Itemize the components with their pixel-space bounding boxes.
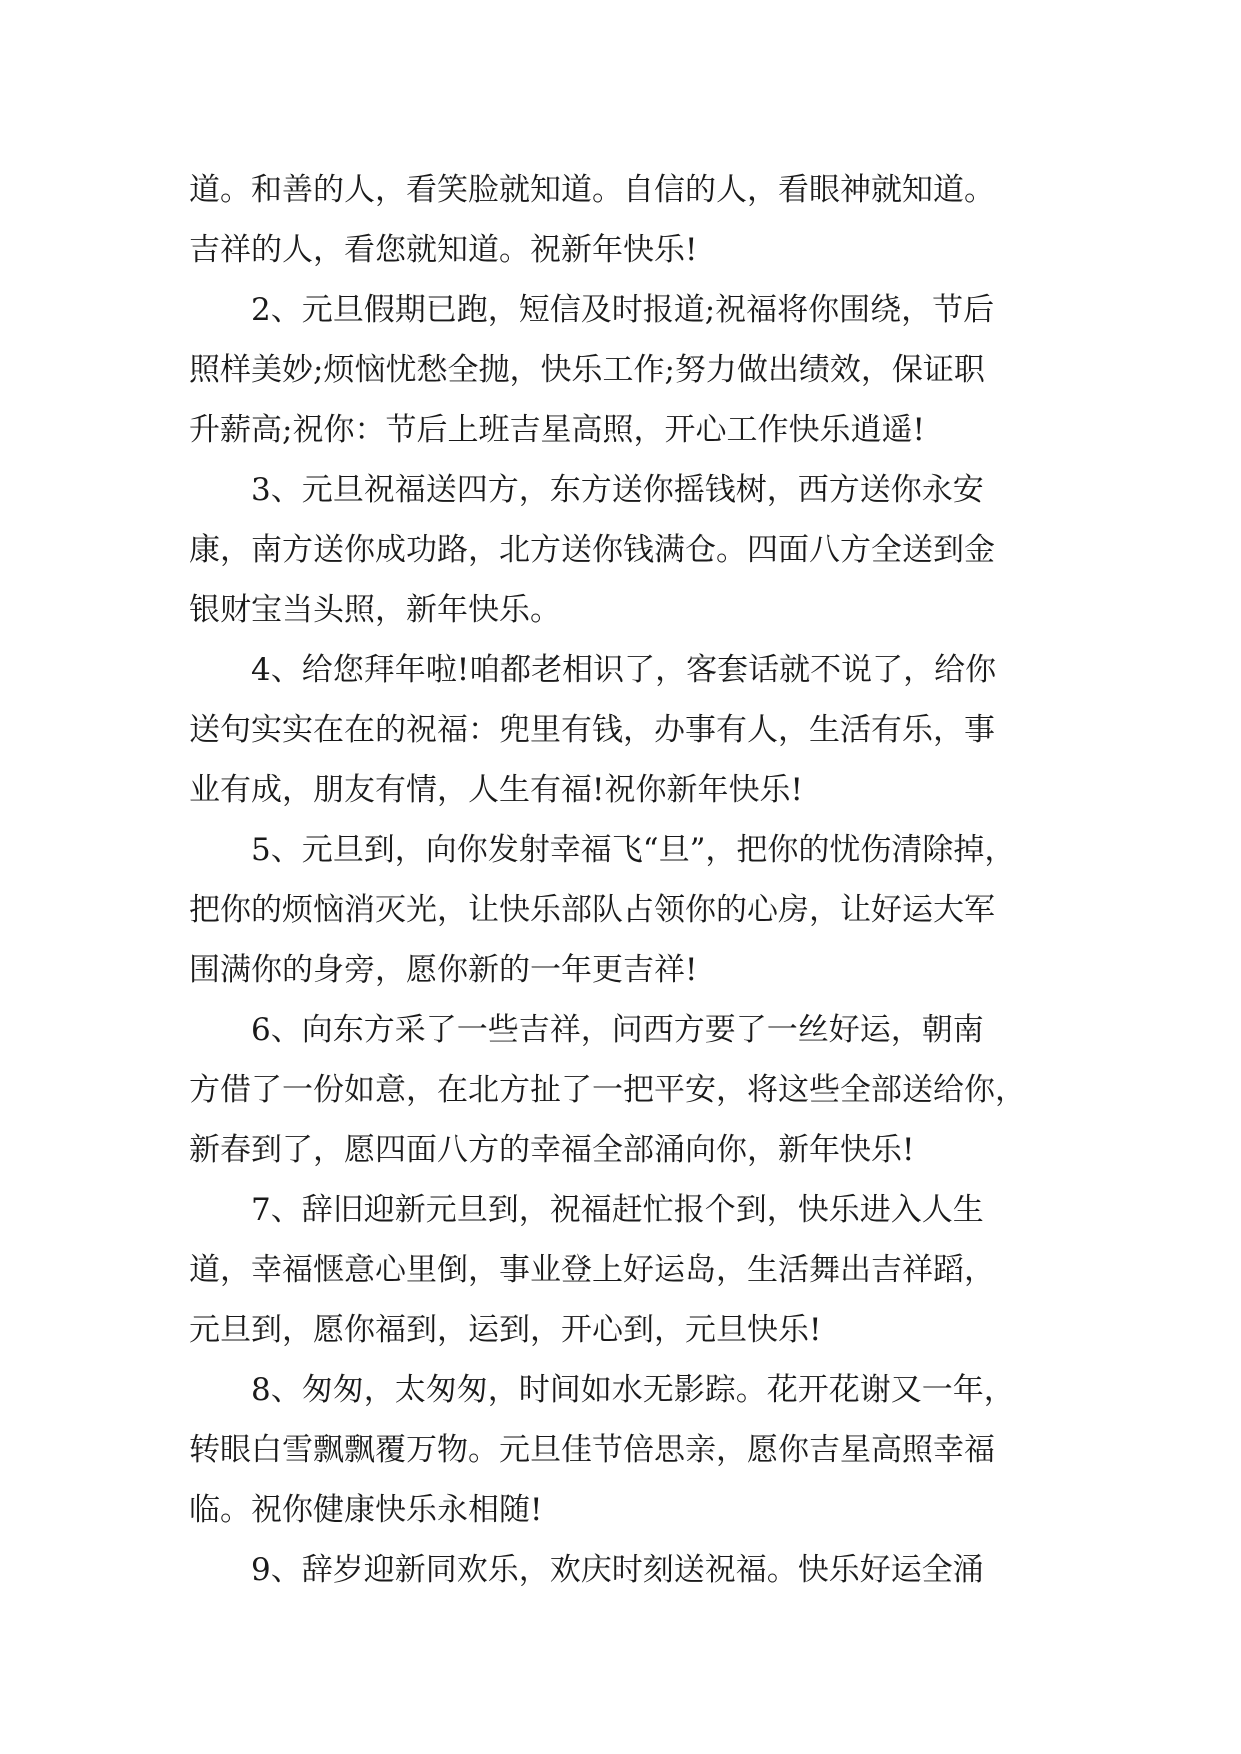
text-line: 道。和善的人，看笑脸就知道。自信的人，看眼神就知道。: [189, 172, 995, 208]
text-line: 方借了一份如意，在北方扯了一把平安，将这些全部送给你，: [189, 1072, 1026, 1108]
text-line: 道，幸福惬意心里倒，事业登上好运岛，生活舞出吉祥蹈，: [189, 1252, 995, 1288]
text-line: 升薪高;祝你：节后上班吉星高照，开心工作快乐逍遥!: [189, 412, 925, 448]
document-body: [189, 160, 1064, 1600]
text-line: 把你的烦恼消灭光，让快乐部队占领你的心房，让好运大军: [189, 892, 995, 928]
text-line: 业有成，朋友有情，人生有福!祝你新年快乐!: [189, 772, 803, 808]
text-line: 围满你的身旁，愿你新的一年更吉祥!: [189, 952, 698, 988]
text-line: 康，南方送你成功路，北方送你钱满仓。四面八方全送到金: [189, 532, 995, 568]
paragraph-7-line: 7、辞旧迎新元旦到，祝福赶忙报个到，快乐进入人生: [251, 1192, 984, 1228]
paragraph-2-line: 2、元旦假期已跑，短信及时报道;祝福将你围绕，节后: [251, 292, 995, 328]
text-line: 送句实实在在的祝福：兜里有钱，办事有人，生活有乐，事: [189, 712, 995, 748]
paragraph-3-line: 3、元旦祝福送四方，东方送你摇钱树，西方送你永安: [251, 472, 984, 508]
paragraph-8-line: 8、匆匆，太匆匆，时间如水无影踪。花开花谢又一年，: [251, 1372, 1015, 1408]
paragraph-4-line: 4、给您拜年啦!咱都老相识了，客套话就不说了，给你: [251, 652, 997, 688]
text-line: 转眼白雪飘飘覆万物。元旦佳节倍思亲，愿你吉星高照幸福: [189, 1432, 995, 1468]
text-line: 吉祥的人，看您就知道。祝新年快乐!: [189, 232, 698, 268]
paragraph-9-line: 9、辞岁迎新同欢乐，欢庆时刻送祝福。快乐好运全涌: [251, 1552, 984, 1588]
text-line: 银财宝当头照，新年快乐。: [189, 592, 561, 628]
paragraph-5-line: 5、元旦到，向你发射幸福飞“旦”，把你的忧伤清除掉，: [251, 832, 1016, 868]
text-line: 临。祝你健康快乐永相随!: [189, 1492, 543, 1528]
text-line: 照样美妙;烦恼忧愁全抛，快乐工作;努力做出绩效，保证职: [189, 352, 985, 388]
text-line: 新春到了，愿四面八方的幸福全部涌向你，新年快乐!: [189, 1132, 915, 1168]
paragraph-6-line: 6、向东方采了一些吉祥，问西方要了一丝好运，朝南: [251, 1012, 984, 1048]
text-line: 元旦到，愿你福到，运到，开心到，元旦快乐!: [189, 1312, 822, 1348]
